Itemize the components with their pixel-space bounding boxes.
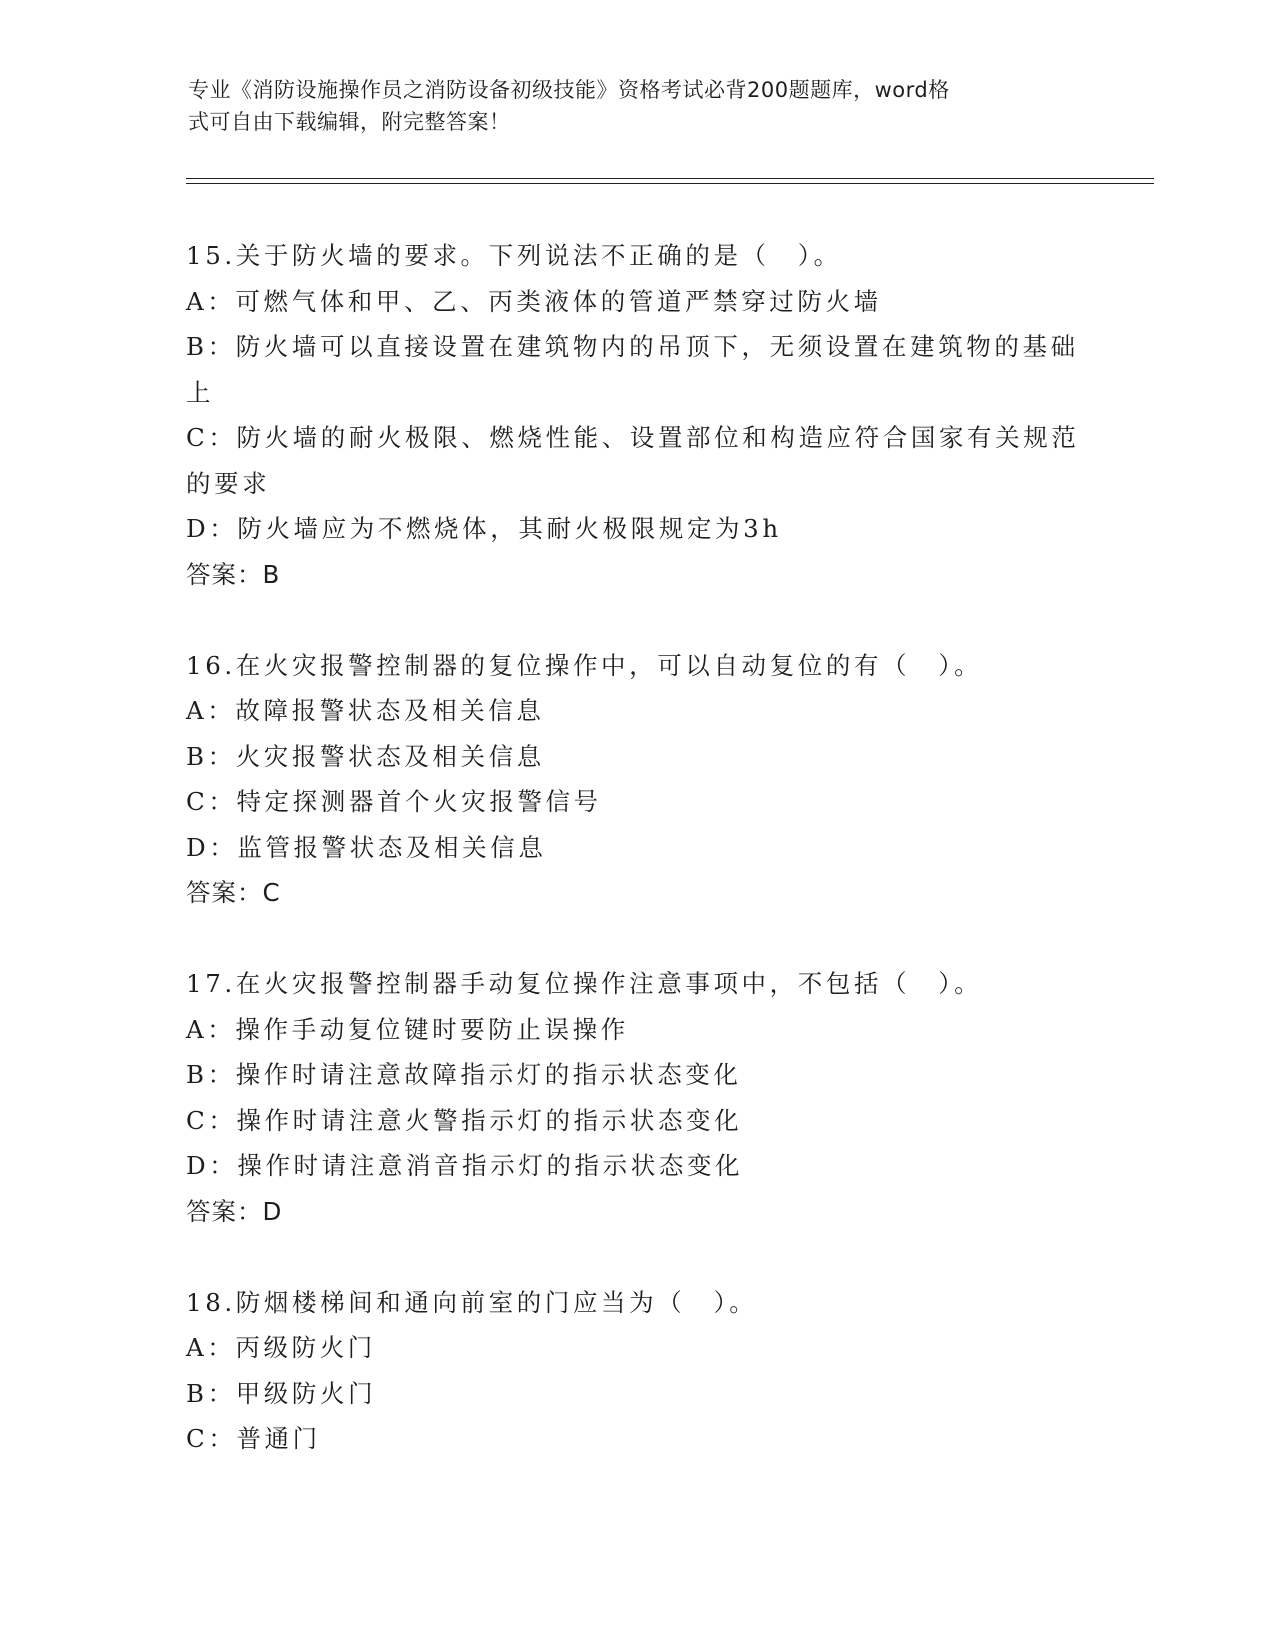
- question-list: [186, 233, 1086, 1507]
- option-a: A：丙级防火门: [186, 1333, 376, 1362]
- option-d: D：监管报警状态及相关信息: [186, 832, 547, 862]
- question-block: [186, 961, 1086, 1235]
- question-stem: 17.在火灾报警控制器手动复位操作注意事项中，不包括（ ）。: [186, 969, 983, 998]
- option-c: C：普通门: [186, 1424, 321, 1453]
- question-block: [186, 643, 1086, 917]
- option-b: B：防火墙可以直接设置在建筑物内的吊顶下，无须设置在建筑物的基础上: [186, 332, 1079, 407]
- header-line-1: 专业《消防设施操作员之消防设备初级技能》资格考试必背200题题库，word格: [188, 78, 950, 102]
- option-a: A：可燃气体和甲、乙、丙类液体的管道严禁穿过防火墙: [186, 286, 882, 316]
- option-a: A：故障报警状态及相关信息: [186, 696, 545, 725]
- option-d: D：操作时请注意消音指示灯的指示状态变化: [186, 1151, 744, 1180]
- option-b: B：操作时请注意故障指示灯的指示状态变化: [186, 1060, 742, 1089]
- answer-line: 答案：C: [186, 878, 281, 907]
- header-line-2: 式可自由下载编辑，附完整答案！: [188, 110, 511, 134]
- option-d: D：防火墙应为不燃烧体，其耐火极限规定为3h: [186, 514, 782, 543]
- question-stem: 15.关于防火墙的要求。下列说法不正确的是（ ）。: [186, 241, 842, 270]
- question-block: [186, 1280, 1086, 1462]
- question-stem: 18.防烟楼梯间和通向前室的门应当为（ ）。: [186, 1287, 758, 1317]
- answer-line: 答案：D: [186, 1196, 283, 1226]
- option-c: C：操作时请注意火警指示灯的指示状态变化: [186, 1105, 743, 1135]
- question-block: [186, 233, 1086, 598]
- option-c: C：防火墙的耐火极限、燃烧性能、设置部位和构造应符合国家有关规范的要求: [186, 423, 1080, 498]
- option-b: B：火灾报警状态及相关信息: [186, 741, 545, 771]
- document-header: [188, 74, 1068, 138]
- header-divider-bottom: [186, 183, 1154, 184]
- answer-line: 答案：B: [186, 559, 281, 589]
- question-stem: 16.在火灾报警控制器的复位操作中，可以自动复位的有（ ）。: [186, 650, 983, 680]
- option-a: A：操作手动复位键时要防止误操作: [186, 1014, 629, 1044]
- option-b: B：甲级防火门: [186, 1378, 377, 1408]
- option-c: C：特定探测器首个火灾报警信号: [186, 787, 602, 816]
- header-divider-top: [186, 178, 1154, 179]
